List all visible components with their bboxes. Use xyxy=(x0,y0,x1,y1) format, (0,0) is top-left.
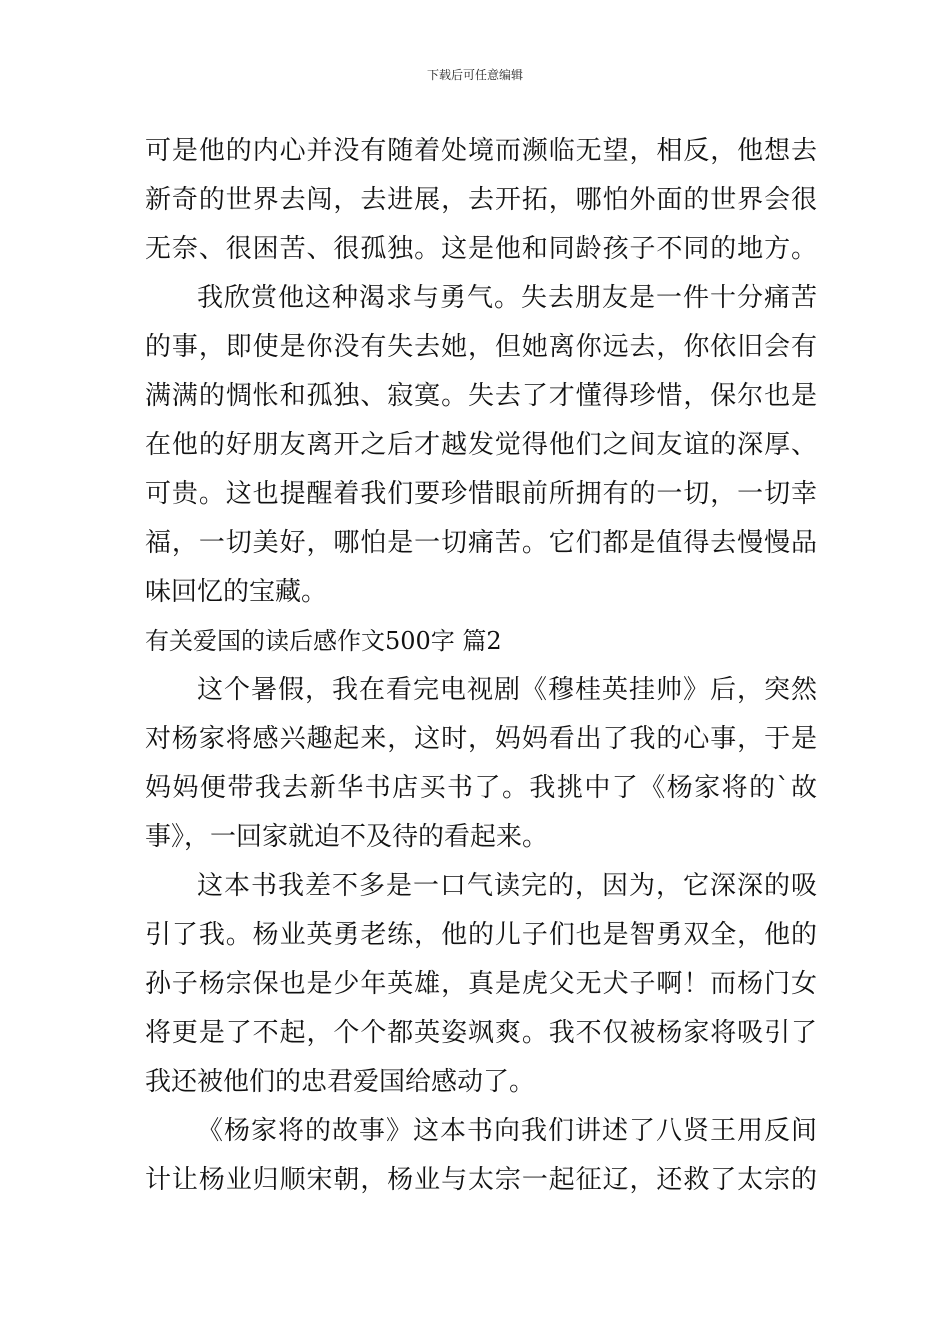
text-line: 妈妈便带我去新华书店买书了。我挑中了《杨家将的`故 xyxy=(145,773,817,803)
text-line: 新奇的世界去闯，去进展，去开拓，哪怕外面的世界会很 xyxy=(145,185,817,215)
text-line: 我还被他们的忠君爱国给感动了。 xyxy=(145,1067,536,1097)
text-line: 福，一切美好，哪怕是一切痛苦。它们都是值得去慢慢品 xyxy=(145,528,817,558)
text-line: 味回忆的宝藏。 xyxy=(145,577,328,607)
text-line: 的事，即使是你没有失去她，但她离你远去，你依旧会有 xyxy=(145,332,817,362)
paragraph-first-line: 我欣赏他这种渴求与勇气。失去朋友是一件十分痛苦 xyxy=(197,283,817,313)
text-line: 计让杨业归顺宋朝，杨业与太宗一起征辽，还救了太宗的 xyxy=(145,1165,817,1195)
paragraph-first-line: 《杨家将的故事》这本书向我们讲述了八贤王用反间 xyxy=(197,1116,817,1146)
text-line: 事》，一回家就迫不及待的看起来。 xyxy=(145,822,549,852)
section-heading: 有关爱国的读后感作文500字 篇2 xyxy=(145,627,502,655)
text-line: 引了我。杨业英勇老练，他的儿子们也是智勇双全，他的 xyxy=(145,920,817,950)
text-line: 在他的好朋友离开之后才越发觉得他们之间友谊的深厚、 xyxy=(145,430,817,460)
text-line: 满满的惆怅和孤独、寂寞。失去了才懂得珍惜，保尔也是 xyxy=(145,381,817,411)
paragraph-first-line: 这本书我差不多是一口气读完的，因为，它深深的吸 xyxy=(197,871,817,901)
text-line: 无奈、很困苦、很孤独。这是他和同龄孩子不同的地方。 xyxy=(145,234,817,264)
text-line: 将更是了不起，个个都英姿飒爽。我不仅被杨家将吸引了 xyxy=(145,1018,817,1048)
paragraph-first-line: 这个暑假，我在看完电视剧《穆桂英挂帅》后，突然 xyxy=(197,675,817,705)
text-line: 可贵。这也提醒着我们要珍惜眼前所拥有的一切，一切幸 xyxy=(145,479,817,509)
text-line: 孙子杨宗保也是少年英雄，真是虎父无犬子啊！而杨门女 xyxy=(145,969,817,999)
article-body xyxy=(145,127,817,1205)
text-line: 可是他的内心并没有随着处境而濒临无望，相反，他想去 xyxy=(145,136,817,166)
page-header: 下载后可任意编辑 xyxy=(426,68,523,82)
text-line: 对杨家将感兴趣起来，这时，妈妈看出了我的心事，于是 xyxy=(145,724,817,754)
